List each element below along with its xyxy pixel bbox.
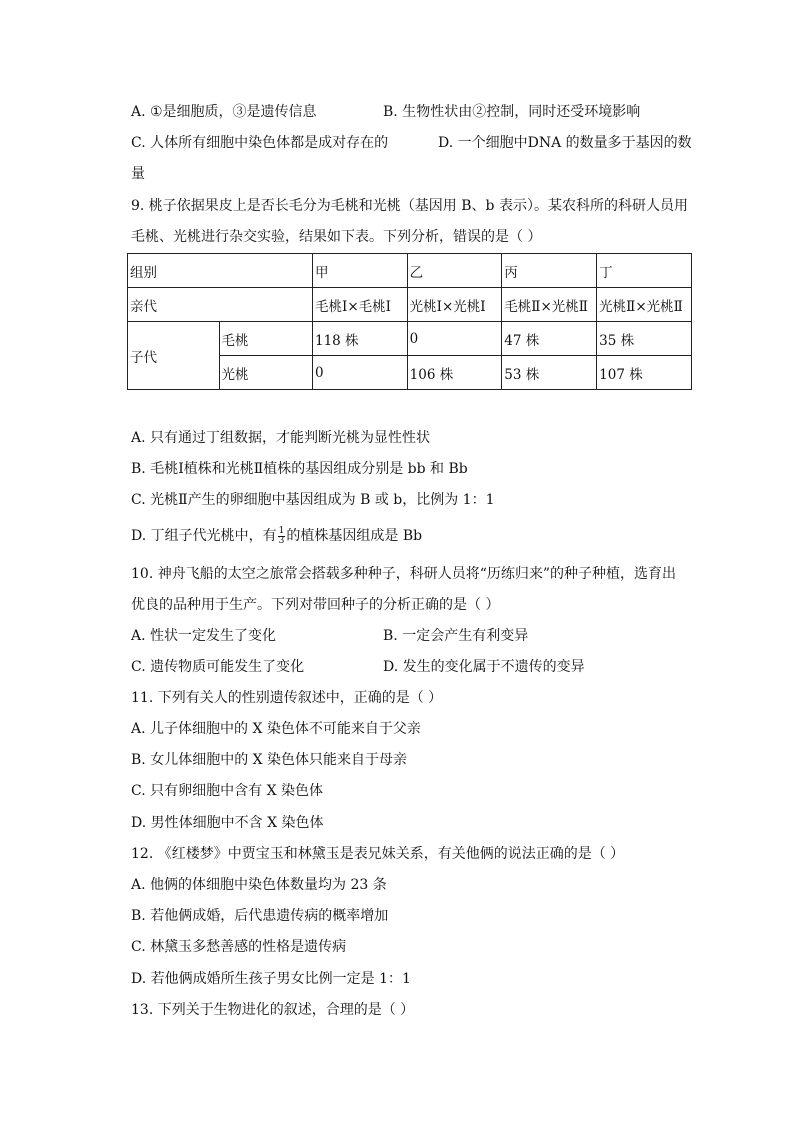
table-cell: 光桃 (219, 356, 312, 390)
q10-option-d: D. 发生的变化属于不遗传的变异 (383, 659, 585, 675)
q10-stem-line1: 10. 神舟飞船的太空之旅常会搭载多种种子，科研人员将“历练归来”的种子种植，选育出 (131, 566, 677, 582)
q9-stem-line1: 9. 桃子依据果皮上是否长毛分为毛桃和光桃（基因用 B、b 表示）。某农科所的科研人员用 (131, 198, 688, 214)
q8-option-d: D. 一个细胞中DNA 的数量多于基因的数 (438, 135, 692, 151)
table-cell: 乙 (407, 254, 502, 288)
table-cell: 光桃Ⅱ×光桃Ⅱ (597, 288, 692, 322)
q9-option-c: C. 光桃Ⅱ产生的卵细胞中基因组成为 B 或 b，比例为 1：1 (131, 492, 495, 508)
q10-option-a: A. 性状一定发生了变化 (131, 628, 277, 644)
table-cell: 53 株 (502, 356, 597, 390)
table-cell: 丙 (502, 254, 597, 288)
q11-option-c: C. 只有卵细胞中含有 X 染色体 (131, 783, 323, 799)
table-row-offspring-maotao (128, 322, 692, 356)
q12-option-d: D. 若他俩成婚所生孩子男女比例一定是 1：1 (131, 971, 411, 987)
table-cell: 35 株 (597, 322, 692, 356)
q11-option-d: D. 男性体细胞中不含 X 染色体 (131, 815, 324, 831)
q8-option-d-continuation: 量 (131, 166, 145, 182)
table-row-header (128, 254, 692, 288)
table-cell: 47 株 (502, 322, 597, 356)
fraction-numerator: 1 (278, 525, 285, 536)
fraction-denominator: 3 (278, 535, 285, 546)
q9-option-d-text: D. 丁组子代光桃中，有 (131, 528, 277, 544)
table-cell: 0 (407, 322, 502, 356)
q12-stem: 12. 《红楼梦》中贾宝玉和林黛玉是表兄妹关系，有关他俩的说法正确的是（ ） (131, 846, 625, 862)
q8-option-b: B. 生物性状由②控制，同时还受环境影响 (383, 104, 641, 120)
table-cell: 107 株 (597, 356, 692, 390)
q9-option-d-text-end: 的植株基因组成是 Bb (286, 528, 423, 544)
table-cell: 106 株 (407, 356, 502, 390)
table-cell: 甲 (312, 254, 407, 288)
fraction (278, 527, 286, 546)
table-cell: 毛桃Ⅰ×毛桃Ⅰ (312, 288, 407, 322)
q10-stem-line2: 优良的品种用于生产。下列对带回种子的分析正确的是（ ） (131, 597, 500, 613)
q9-option-d (131, 526, 422, 546)
q11-option-a: A. 儿子体细胞中的 X 染色体不可能来自于父亲 (131, 721, 421, 737)
table-cell: 毛桃Ⅱ×光桃Ⅱ (502, 288, 597, 322)
q10-option-b: B. 一定会产生有利变异 (383, 628, 529, 644)
table-cell: 0 (312, 356, 407, 390)
table-cell: 丁 (597, 254, 692, 288)
q13-stem: 13. 下列关于生物进化的叙述，合理的是（ ） (131, 1002, 415, 1018)
table-cell: 毛桃 (219, 322, 312, 356)
table-cell: 光桃Ⅰ×光桃Ⅰ (407, 288, 502, 322)
table-cell: 组别 (128, 254, 313, 288)
q9-stem-line2: 毛桃、光桃进行杂交实验，结果如下表。下列分析，错误的是（ ） (131, 229, 542, 245)
table-cell: 子代 (128, 322, 220, 390)
q8-option-a: A. ①是细胞质，③是遗传信息 (131, 104, 317, 120)
q9-option-b: B. 毛桃Ⅰ植株和光桃Ⅱ植株的基因组成分别是 bb 和 Bb (131, 461, 468, 477)
q10-option-c: C. 遗传物质可能发生了变化 (131, 659, 305, 675)
q8-option-c: C. 人体所有细胞中染色体都是成对存在的 (131, 135, 389, 151)
q11-option-b: B. 女儿体细胞中的 X 染色体只能来自于母亲 (131, 752, 408, 768)
table-cell: 亲代 (128, 288, 313, 322)
table-row-parents (128, 288, 692, 322)
q12-option-b: B. 若他俩成婚，后代患遗传病的概率增加 (131, 908, 389, 924)
q9-option-a: A. 只有通过丁组数据，才能判断光桃为显性性状 (131, 430, 431, 446)
q12-option-a: A. 他俩的体细胞中染色体数量均为 23 条 (131, 877, 387, 893)
q11-stem: 11. 下列有关人的性别遗传叙述中，正确的是（ ） (131, 690, 443, 706)
table-cell: 118 株 (312, 322, 407, 356)
q9-data-table (127, 253, 692, 390)
q12-option-c: C. 林黛玉多愁善感的性格是遗传病 (131, 939, 347, 955)
